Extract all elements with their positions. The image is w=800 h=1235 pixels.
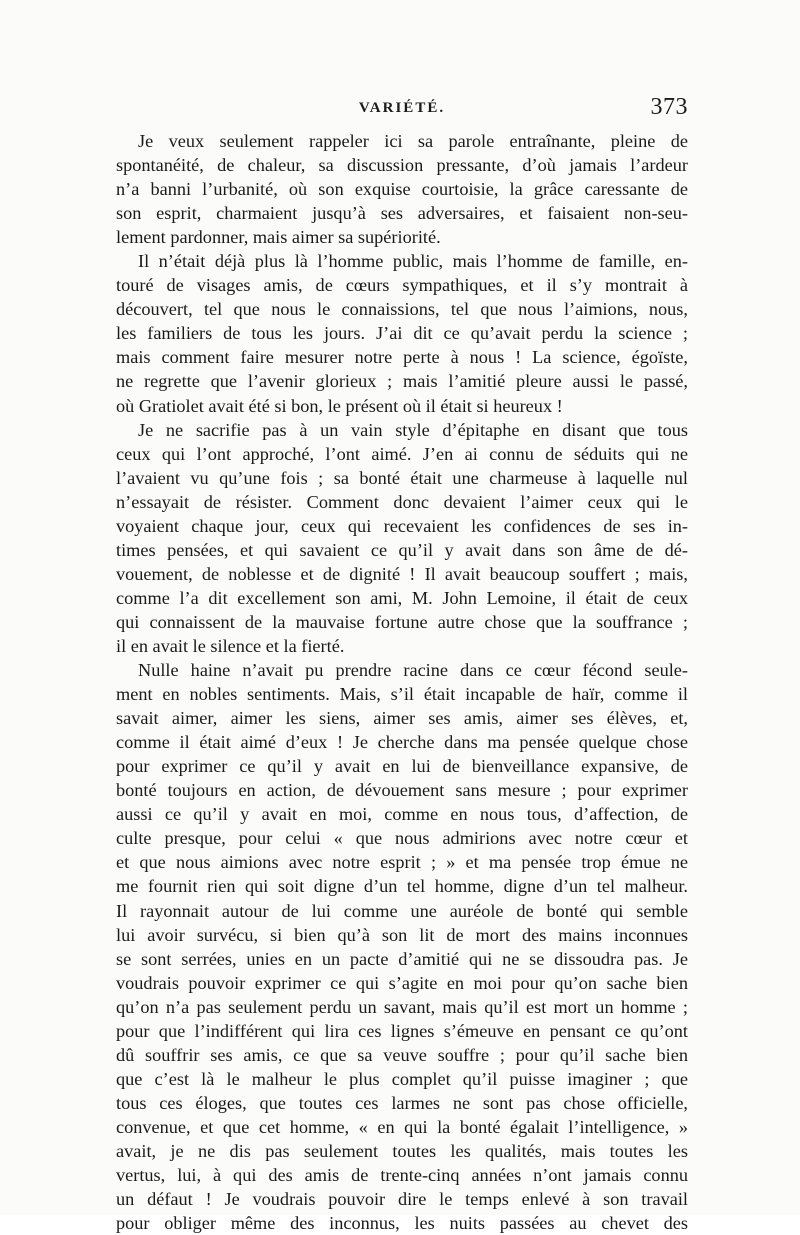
text-line: ment en nobles sentiments. Mais, s’il était incapable de haïr, comme il: [116, 684, 688, 705]
text-line: comme il était aimé d’eux ! Je cherche dans ma pensée quelque chose: [116, 732, 688, 753]
text-line: lui avoir survécu, si bien qu’à son lit de mort des mains inconnues: [116, 924, 688, 945]
text-line: il en avait le silence et la fierté.: [116, 635, 345, 656]
text-line: n’essayait de résister. Comment donc devaient l’aimer ceux qui le: [116, 491, 688, 512]
running-head: VARIÉTÉ.: [358, 100, 446, 116]
text-line: les familiers de tous les jours. J’ai dit ce qu’avait perdu la science ;: [116, 323, 688, 344]
text-line: Il n’était déjà plus là l’homme public, mais l’homme de famille, en-: [138, 251, 688, 272]
text-line: voudrais pouvoir exprimer ce qui s’agite en moi pour qu’on sache bien: [116, 972, 688, 993]
text-line: n’a banni l’urbanité, où son exquise courtoisie, la grâce caressante de: [116, 179, 688, 200]
text-line: qu’on n’a pas seulement perdu un savant, mais qu’il est mort un homme ;: [116, 996, 688, 1017]
text-line: voyaient chaque jour, ceux qui recevaient les confidences de ses in-: [116, 515, 688, 536]
text-line: Je veux seulement rappeler ici sa parole entraînante, pleine de: [138, 131, 688, 151]
text-line: bonté toujours en action, de dévouement sans mesure ; pour exprimer: [116, 780, 688, 801]
text-line: Nulle haine n’avait pu prendre racine dans ce cœur fécond seule-: [138, 660, 688, 681]
page-number: 373: [650, 94, 688, 120]
text-line: l’avaient vu qu’une fois ; sa bonté était une charmeuse à laquelle nul: [116, 467, 688, 488]
text-line: ne regrette que l’avenir glorieux ; mais l’amitié pleure aussi le passé,: [116, 371, 688, 392]
text-line: times pensées, et qui savaient ce qu’il y avait dans son âme de dé-: [116, 539, 688, 560]
text-line: pour exprimer ce qu’il y avait en lui de bienveillance expansive, de: [116, 756, 688, 777]
text-line: lement pardonner, mais aimer sa supériorité.: [116, 227, 441, 248]
text-line: touré de visages amis, de cœurs sympathiques, et il s’y montrait à: [116, 275, 688, 296]
text-line: aussi ce qu’il y avait en moi, comme en nous tous, d’affection, de: [116, 804, 688, 825]
text-line: Il rayonnait autour de lui comme une auréole de bonté qui semble: [116, 900, 688, 921]
text-line: tous ces éloges, que toutes ces larmes ne sont pas chose officielle,: [116, 1092, 688, 1113]
text-line: savait aimer, aimer les siens, aimer ses amis, aimer ses élèves, et,: [116, 708, 688, 729]
text-line: ceux qui l’ont approché, l’ont aimé. J’en ai connu de séduits qui ne: [116, 443, 688, 464]
text-line: vouement, de noblesse et de dignité ! Il avait beaucoup souffert ; mais,: [116, 563, 688, 584]
text-line: se sont serrées, unies en un pacte d’amitié qui ne se dissoudra pas. Je: [116, 948, 688, 969]
text-line: pour obliger même des inconnus, les nuits passées au chevet des: [116, 1213, 688, 1234]
text-line: comme l’a dit excellement son ami, M. John Lemoine, il était de ceux: [116, 587, 688, 608]
text-line: pour que l’indifférent qui lira ces lignes s’émeuve en pensant ce qu’ont: [116, 1020, 688, 1041]
body-text: [116, 129, 688, 1235]
text-line: avait, je ne dis pas seulement toutes les qualités, mais toutes les: [116, 1140, 688, 1161]
text-line: me fournit rien qui soit digne d’un tel homme, digne d’un tel malheur.: [116, 876, 688, 897]
text-line: mais comment faire mesurer notre perte à nous ! La science, égoïste,: [116, 347, 688, 368]
text-line: dû souffrir ses amis, ce que sa veuve souffre ; pour qu’il sache bien: [116, 1044, 688, 1065]
text-line: et que nous aimions avec notre esprit ; » et ma pensée trop émue ne: [116, 852, 688, 873]
text-line: Je ne sacrifie pas à un vain style d’épitaphe en disant que tous: [138, 419, 688, 440]
text-line: découvert, tel que nous le connaissions, tel que nous l’aimions, nous,: [116, 299, 688, 320]
text-line: un défaut ! Je voudrais pouvoir dire le temps enlevé à son travail: [116, 1189, 688, 1210]
page-header: [116, 96, 688, 124]
text-line: où Gratiolet avait été si bon, le présent où il était si heureux !: [116, 395, 563, 416]
text-line: convenue, et que cet homme, « en qui la bonté égalait l’intelligence, »: [116, 1116, 688, 1137]
text-line: que c’est là le malheur le plus complet qu’il puisse imaginer ; que: [116, 1068, 688, 1089]
text-line: qui connaissent de la mauvaise fortune autre chose que la souffrance ;: [116, 611, 688, 632]
text-line: vertus, lui, à qui des amis de trente-cinq années n’ont jamais connu: [116, 1165, 688, 1186]
text-line: spontanéité, de chaleur, sa discussion pressante, d’où jamais l’ardeur: [116, 155, 688, 176]
text-line: son esprit, charmaient jusqu’à ses adversaires, et faisaient non-seu-: [116, 203, 688, 224]
text-line: culte presque, pour celui « que nous admirions avec notre cœur et: [116, 828, 688, 849]
